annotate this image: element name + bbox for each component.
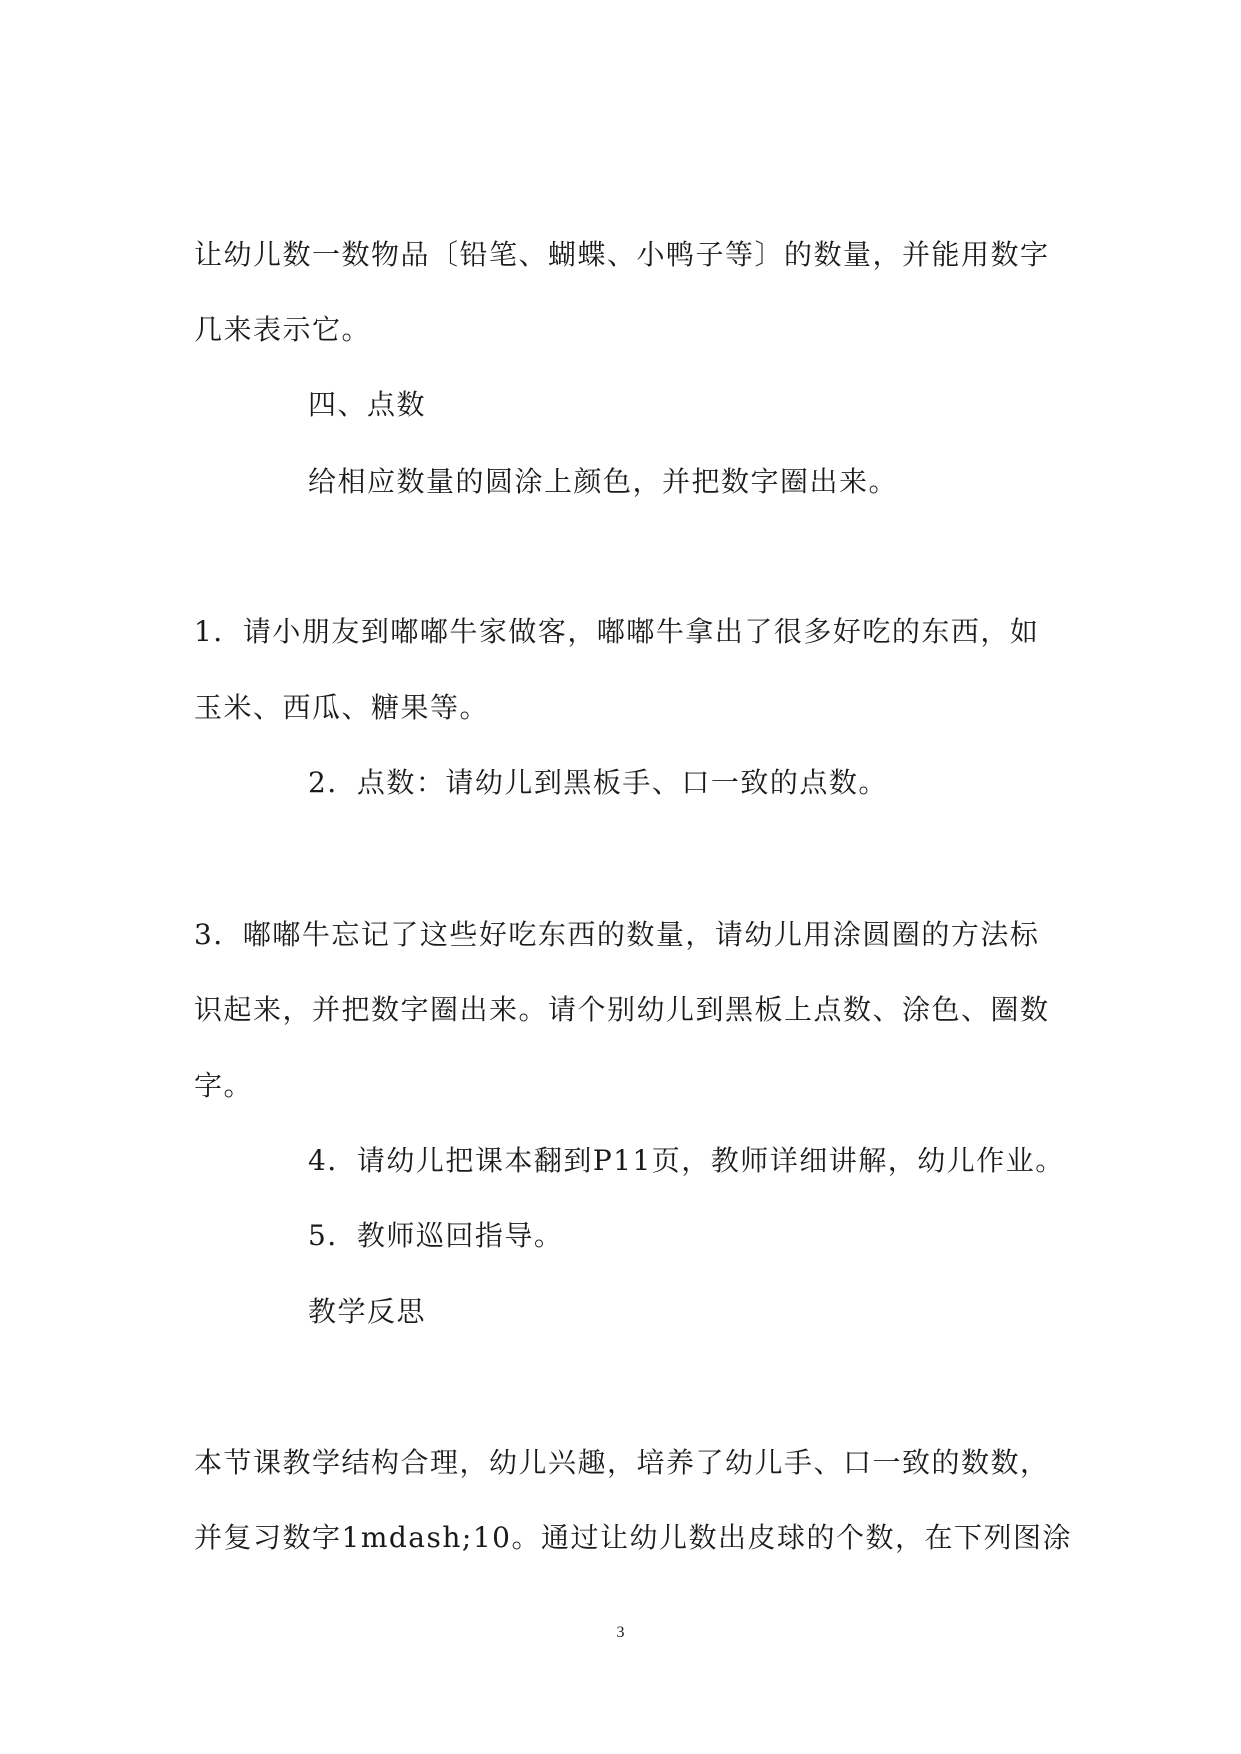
list-item-line: 字。 <box>194 1069 254 1102</box>
paragraph-line: 让幼儿数一数物品〔铅笔、蝴蝶、小鸭子等〕的数量，并能用数字 <box>194 238 1050 271</box>
list-item-line: 5．教师巡回指导。 <box>308 1219 564 1252</box>
paragraph-line: 几来表示它。 <box>194 313 372 346</box>
list-item-line: 1．请小朋友到嘟嘟牛家做客，嘟嘟牛拿出了很多好吃的东西，如 <box>194 615 1040 648</box>
list-item-line: 2．点数：请幼儿到黑板手、口一致的点数。 <box>308 766 888 799</box>
paragraph-line: 并复习数字1mdash;10。通过让幼儿数出皮球的个数，在下列图涂 <box>194 1521 1072 1554</box>
paragraph-line: 给相应数量的圆涂上颜色，并把数字圈出来。 <box>308 465 899 498</box>
page-number: 3 <box>616 1624 625 1641</box>
list-item-line: 3．嘟嘟牛忘记了这些好吃东西的数量，请幼儿用涂圆圈的方法标 <box>194 918 1040 951</box>
list-item-line: 4．请幼儿把课本翻到P11页，教师详细讲解，幼儿作业。 <box>308 1144 1065 1177</box>
section-heading: 四、点数 <box>308 388 427 421</box>
section-heading: 教学反思 <box>308 1295 427 1328</box>
list-item-line: 玉米、西瓜、糖果等。 <box>194 691 490 724</box>
paragraph-line: 本节课教学结构合理，幼儿兴趣，培养了幼儿手、口一致的数数， <box>194 1446 1050 1479</box>
list-item-line: 识起来，并把数字圈出来。请个别幼儿到黑板上点数、涂色、圈数 <box>194 993 1050 1026</box>
